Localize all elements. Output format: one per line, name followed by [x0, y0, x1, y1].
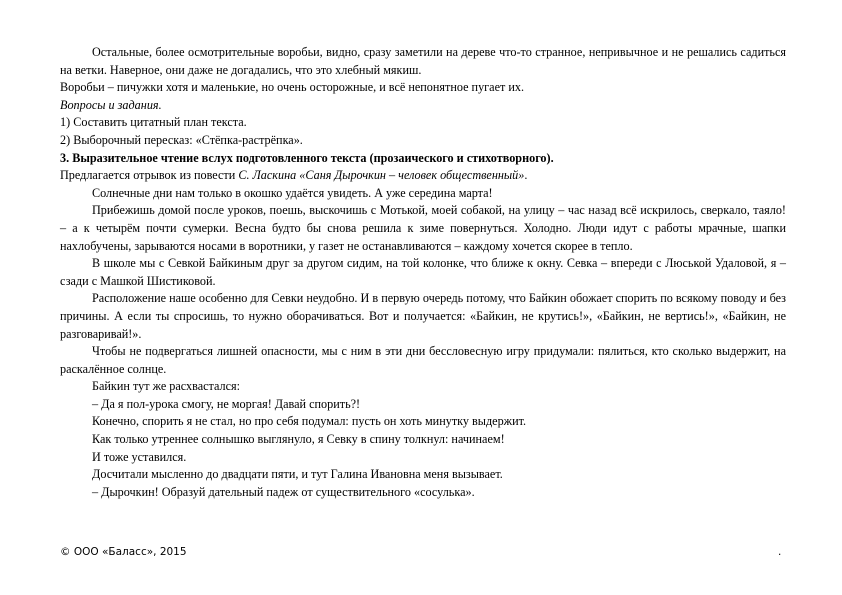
- story-paragraph-sunny-days: Солнечные дни нам только в окошко удаётся увидеть. А уже середина марта!: [92, 185, 493, 200]
- story-paragraph-silent-game: Чтобы не подвергаться лишней опасности, мы с ним в эти дни бессловесную игру придумали: пялиться, кто сколько выдержит, на раскалённое солнце.: [60, 344, 786, 376]
- story-paragraph-stare: И тоже уставился.: [92, 449, 187, 464]
- excerpt-intro-suffix: .: [524, 168, 528, 183]
- story-paragraph-after-school: Прибежишь домой после уроков, поешь, выскочишь с Мотькой, моей собакой, на улицу – час назад всё искрилось, сверкало, таяло! – а к четырём почти сумерки. Весна будто бы снова решила к зиме повернуться. Холодно. Люди идут с работы мрачные, шапки нахлобучены, зарываются носами в воротники, у газет не останавливаются – каждому хочется скорее в тепло.: [60, 203, 786, 253]
- story-paragraph-thought: Конечно, спорить я не стал, но про себя подумал: пусть он хоть минутку выдержит.: [92, 414, 527, 429]
- story-paragraph-start: Как только утреннее солнышко выглянуло, я Севку в спину толкнул: начинаем!: [92, 432, 505, 447]
- footer-page-marker: .: [778, 546, 782, 558]
- footer-copyright: © ООО «Баласс», 2015: [60, 546, 187, 558]
- excerpt-intro: [60, 167, 786, 185]
- story-paragraph-seating: В школе мы с Севкой Байкиным друг за другом сидим, на той колонке, что ближе к окну. Севка – впереди с Люськой Удаловой, я – сзади с Машкой Шистиковой.: [60, 256, 786, 288]
- story-dialogue-teacher: – Дырочкин! Образуй дательный падеж от существительного «сосулька».: [92, 484, 475, 499]
- paragraph-sparrows-fear: Воробьи – пичужки хотя и маленькие, но очень осторожные, и всё непонятное пугает их.: [60, 80, 525, 95]
- excerpt-source-title: С. Ласкина «Саня Дырочкин – человек общественный»: [238, 168, 525, 183]
- task-item-2: 2) Выборочный пересказ: «Стёпка-растрёпка».: [60, 132, 303, 147]
- document-body: [60, 44, 786, 501]
- task-item-1: 1) Составить цитатный план текста.: [60, 115, 247, 130]
- section-heading-questions: Вопросы и задания.: [60, 97, 162, 112]
- story-dialogue-bet: – Да я пол-урока смогу, не моргая! Давай спорить?!: [92, 396, 361, 411]
- excerpt-intro-prefix: Предлагается отрывок из повести: [60, 168, 239, 183]
- paragraph-sparrows-cautious: Остальные, более осмотрительные воробьи, видно, сразу заметили на дереве что-то странное, непривычное и не решались садиться на ветки. Наверное, они даже не догадались, что это хлебный мякиш.: [60, 45, 786, 77]
- story-paragraph-called: Досчитали мысленно до двадцати пяти, и тут Галина Ивановна меня вызывает.: [92, 467, 503, 482]
- story-paragraph-boast: Байкин тут же расхвастался:: [92, 379, 241, 394]
- section-heading-reading: 3. Выразительное чтение вслух подготовленного текста (прозаического и стихотворного).: [60, 150, 554, 165]
- story-paragraph-arrangement: Расположение наше особенно для Севки неудобно. И в первую очередь потому, что Байкин обожает спорить по всякому поводу и без причины. А если ты спросишь, то нужно оборачиваться. Вот и получается: «Байкин, не крутись!», «Байкин, не вертись!», «Байкин, не разговаривай!».: [60, 291, 786, 341]
